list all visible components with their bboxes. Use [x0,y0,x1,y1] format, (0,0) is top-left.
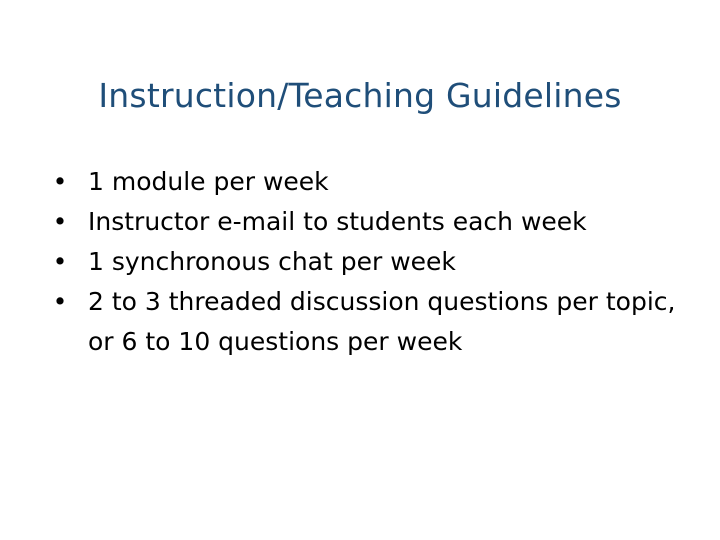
bullet-text: 2 to 3 threaded discussion questions per topic, or 6 to 10 questions per week [88,287,676,356]
bullet-marker: • [52,287,68,316]
bullet-item [50,202,690,242]
bullet-text: 1 synchronous chat per week [88,247,456,276]
bullet-marker: • [52,167,68,196]
bullet-list [50,162,690,362]
bullet-item [50,162,690,202]
bullet-item [50,242,690,282]
bullet-item [50,282,690,362]
slide-title: Instruction/Teaching Guidelines [98,76,622,115]
bullet-text: Instructor e-mail to students each week [88,207,587,236]
bullet-marker: • [52,207,68,236]
bullet-text: 1 module per week [88,167,329,196]
bullet-marker: • [52,247,68,276]
